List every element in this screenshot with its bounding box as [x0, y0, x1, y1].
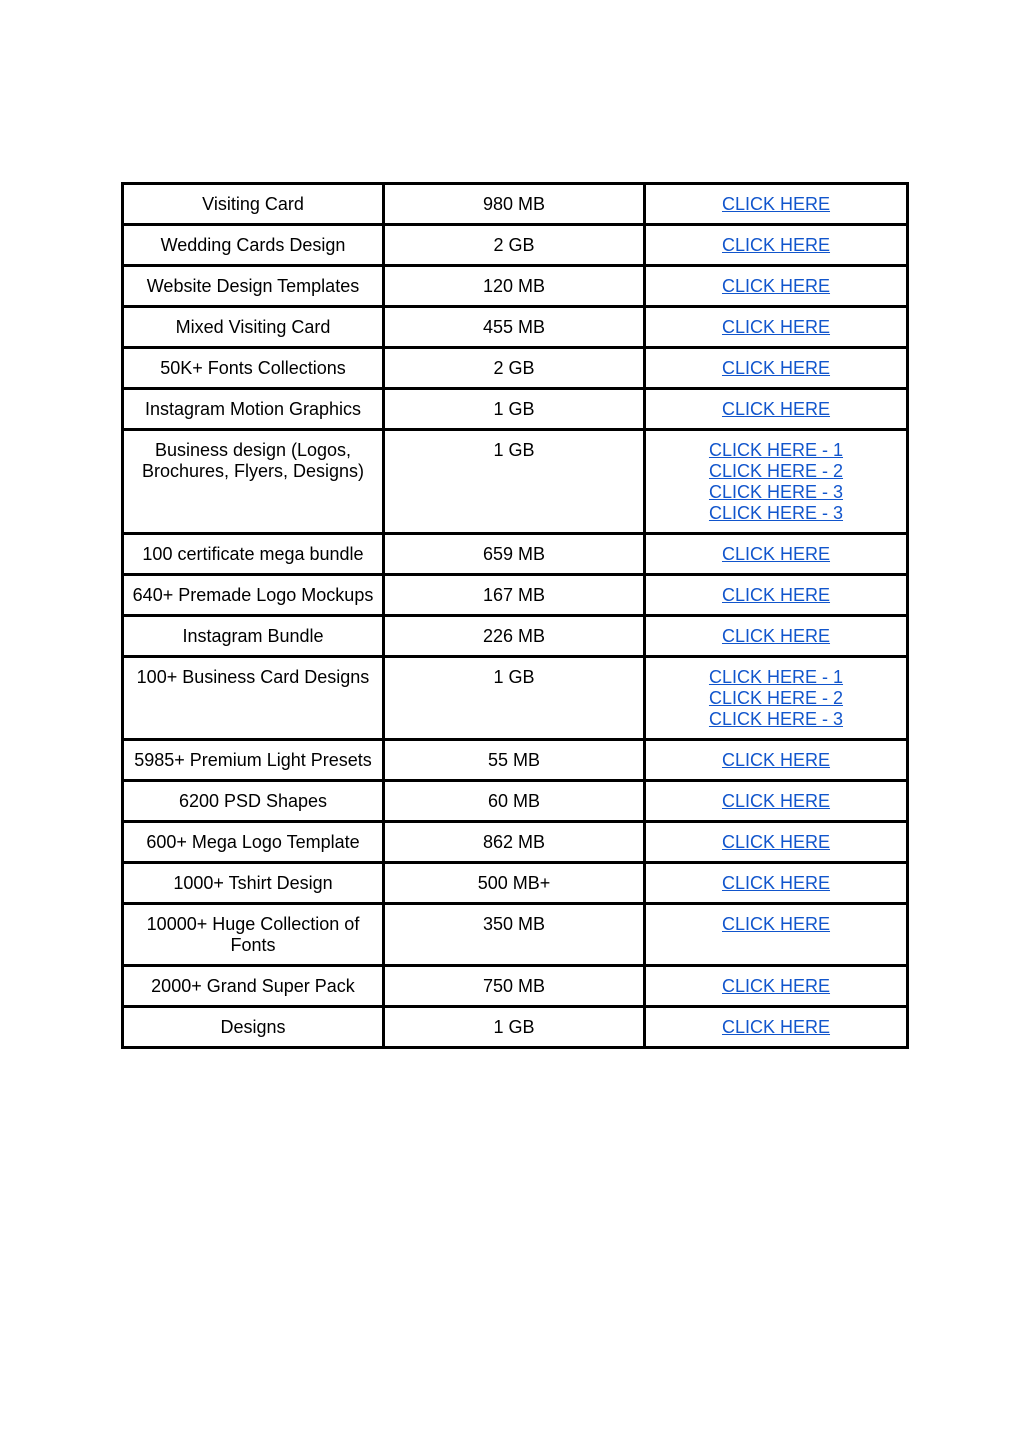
item-size-cell: 60 MB	[384, 781, 645, 822]
item-name-cell: Business design (Logos, Brochures, Flyers, Designs)	[123, 430, 384, 534]
item-name-cell: Instagram Motion Graphics	[123, 389, 384, 430]
table-row	[123, 1007, 908, 1048]
download-link[interactable]: CLICK HERE	[721, 832, 831, 852]
table-row	[123, 904, 908, 966]
item-name-cell: Wedding Cards Design	[123, 225, 384, 266]
table-row	[123, 389, 908, 430]
item-name-cell: 100 certificate mega bundle	[123, 534, 384, 575]
item-size-cell: 862 MB	[384, 822, 645, 863]
download-link[interactable]: CLICK HERE	[721, 358, 831, 378]
item-name-cell: 600+ Mega Logo Template	[123, 822, 384, 863]
download-link[interactable]: CLICK HERE	[721, 399, 831, 419]
item-size-cell: 659 MB	[384, 534, 645, 575]
item-links-cell	[645, 307, 908, 348]
item-size-cell: 120 MB	[384, 266, 645, 307]
item-size-cell: 55 MB	[384, 740, 645, 781]
item-links-cell	[645, 781, 908, 822]
item-links-cell	[645, 904, 908, 966]
table-row	[123, 616, 908, 657]
download-link[interactable]: CLICK HERE	[721, 791, 831, 811]
item-size-cell: 1 GB	[384, 430, 645, 534]
item-name-cell: 1000+ Tshirt Design	[123, 863, 384, 904]
table-row	[123, 781, 908, 822]
download-link[interactable]: CLICK HERE	[721, 1017, 831, 1037]
item-name-cell: 100+ Business Card Designs	[123, 657, 384, 740]
item-name-cell: Website Design Templates	[123, 266, 384, 307]
item-size-cell: 500 MB+	[384, 863, 645, 904]
item-size-cell: 455 MB	[384, 307, 645, 348]
item-size-cell: 350 MB	[384, 904, 645, 966]
item-name-cell: Instagram Bundle	[123, 616, 384, 657]
download-link[interactable]: CLICK HERE - 2	[708, 688, 844, 708]
download-link[interactable]: CLICK HERE	[721, 235, 831, 255]
item-links-cell	[645, 740, 908, 781]
download-link[interactable]: CLICK HERE	[721, 914, 831, 934]
table-row	[123, 863, 908, 904]
table-row	[123, 348, 908, 389]
item-name-cell: 2000+ Grand Super Pack	[123, 966, 384, 1007]
item-size-cell: 2 GB	[384, 348, 645, 389]
table-row	[123, 822, 908, 863]
download-link[interactable]: CLICK HERE	[721, 873, 831, 893]
table-row	[123, 657, 908, 740]
download-link[interactable]: CLICK HERE - 2	[708, 461, 844, 481]
table-row	[123, 430, 908, 534]
item-links-cell	[645, 266, 908, 307]
item-links-cell	[645, 657, 908, 740]
item-links-cell	[645, 822, 908, 863]
item-links-cell	[645, 966, 908, 1007]
item-name-cell: 50K+ Fonts Collections	[123, 348, 384, 389]
download-link[interactable]: CLICK HERE	[721, 750, 831, 770]
item-links-cell	[645, 430, 908, 534]
download-link[interactable]: CLICK HERE - 3	[708, 482, 844, 502]
item-links-cell	[645, 616, 908, 657]
item-size-cell: 2 GB	[384, 225, 645, 266]
item-links-cell	[645, 389, 908, 430]
item-size-cell: 750 MB	[384, 966, 645, 1007]
download-link[interactable]: CLICK HERE - 3	[708, 709, 844, 729]
item-links-cell	[645, 348, 908, 389]
table-row	[123, 225, 908, 266]
download-link[interactable]: CLICK HERE	[721, 317, 831, 337]
table-body	[123, 184, 908, 1048]
table-row	[123, 266, 908, 307]
table-row	[123, 966, 908, 1007]
download-link[interactable]: CLICK HERE	[721, 194, 831, 214]
item-links-cell	[645, 863, 908, 904]
download-link[interactable]: CLICK HERE	[721, 585, 831, 605]
item-links-cell	[645, 534, 908, 575]
item-name-cell: 10000+ Huge Collection of Fonts	[123, 904, 384, 966]
item-name-cell: Visiting Card	[123, 184, 384, 225]
item-name-cell: 5985+ Premium Light Presets	[123, 740, 384, 781]
item-size-cell: 1 GB	[384, 389, 645, 430]
download-link[interactable]: CLICK HERE	[721, 626, 831, 646]
item-links-cell	[645, 575, 908, 616]
table-row	[123, 534, 908, 575]
table-row	[123, 184, 908, 225]
table-row	[123, 307, 908, 348]
item-size-cell: 1 GB	[384, 657, 645, 740]
download-link[interactable]: CLICK HERE - 1	[708, 667, 844, 687]
item-name-cell: Mixed Visiting Card	[123, 307, 384, 348]
download-link[interactable]: CLICK HERE	[721, 544, 831, 564]
download-link[interactable]: CLICK HERE - 3	[708, 503, 844, 523]
table-row	[123, 740, 908, 781]
download-link[interactable]: CLICK HERE	[721, 976, 831, 996]
item-size-cell: 167 MB	[384, 575, 645, 616]
download-link[interactable]: CLICK HERE - 1	[708, 440, 844, 460]
item-size-cell: 226 MB	[384, 616, 645, 657]
item-links-cell	[645, 184, 908, 225]
resources-table	[121, 182, 909, 1049]
item-links-cell	[645, 1007, 908, 1048]
item-name-cell: 6200 PSD Shapes	[123, 781, 384, 822]
item-size-cell: 980 MB	[384, 184, 645, 225]
table-row	[123, 575, 908, 616]
item-name-cell: Designs	[123, 1007, 384, 1048]
item-name-cell: 640+ Premade Logo Mockups	[123, 575, 384, 616]
item-size-cell: 1 GB	[384, 1007, 645, 1048]
download-link[interactable]: CLICK HERE	[721, 276, 831, 296]
item-links-cell	[645, 225, 908, 266]
